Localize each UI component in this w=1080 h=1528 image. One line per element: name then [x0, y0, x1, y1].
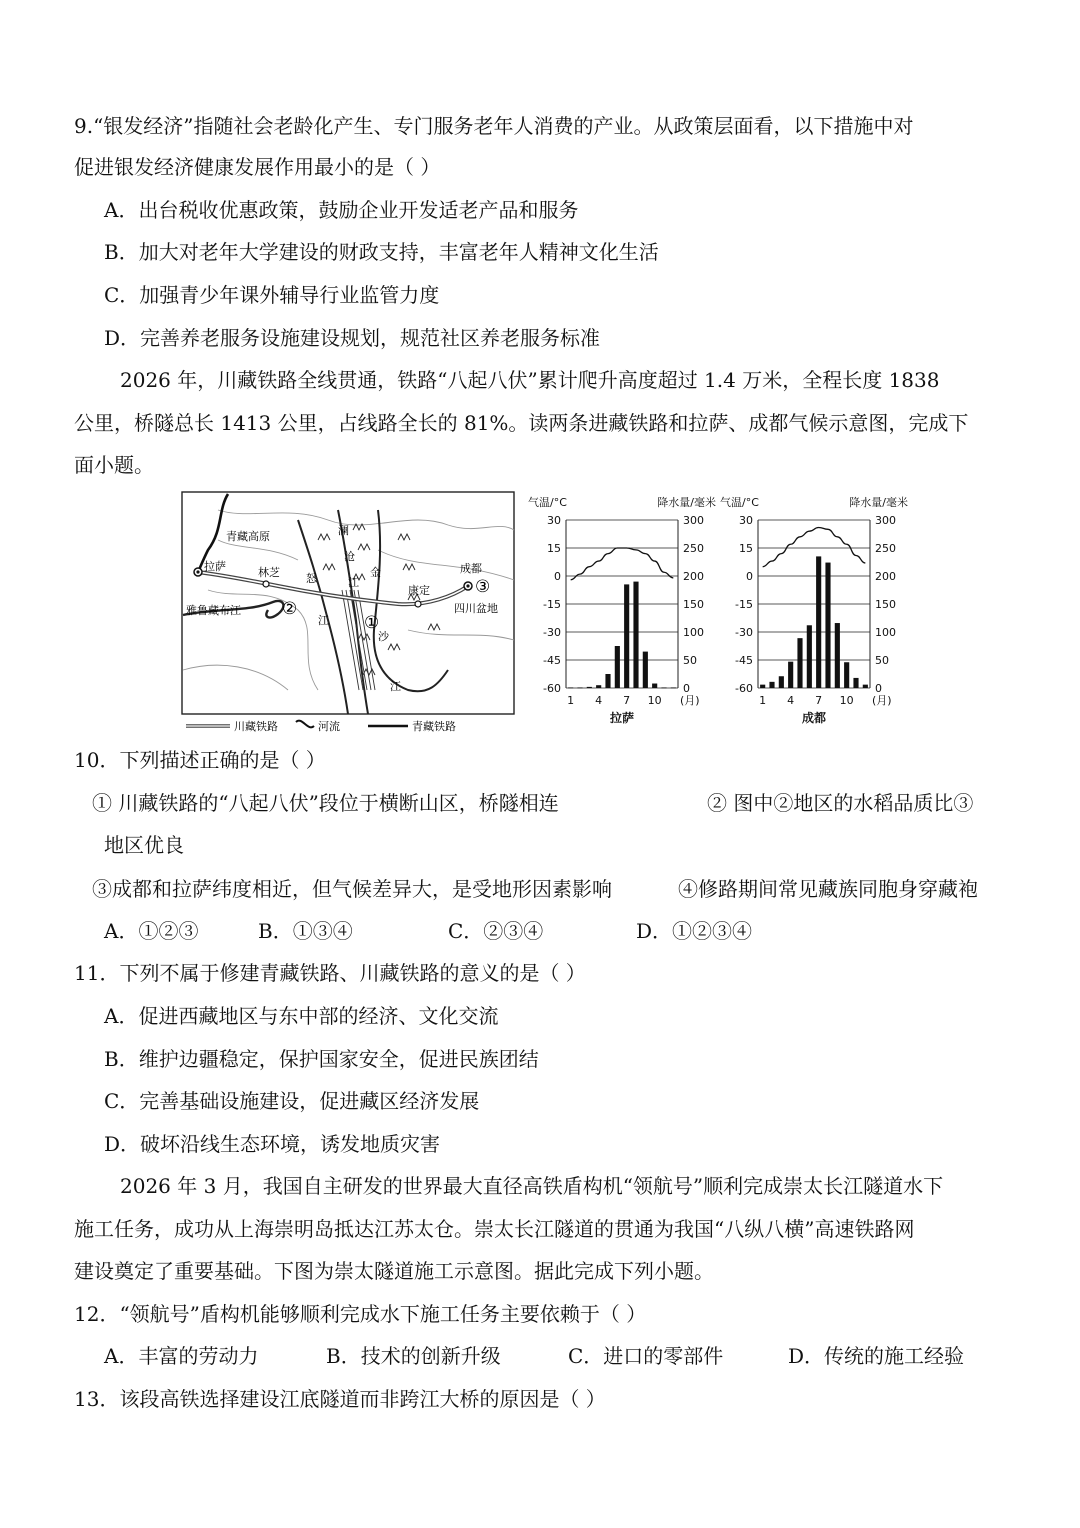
q13-stem: 13．该段高铁选择建设江底隧道而非跨江大桥的原因是（ ）	[74, 1387, 606, 1411]
precipitation-bar	[760, 685, 765, 688]
q10-item2-cont: 地区优良	[104, 833, 184, 857]
right-tick-label: 250	[683, 542, 704, 555]
x-tick-label: 4	[787, 694, 795, 707]
right-axis-title: 降水量/毫米	[657, 496, 716, 509]
right-tick-label: 150	[875, 598, 896, 611]
label-nu1: 怒	[306, 572, 317, 585]
q11-option-b: B．维护边疆稳定，保护国家安全，促进民族团结	[104, 1047, 539, 1071]
x-tick-label: 10	[647, 694, 662, 707]
x-tick-label: 1	[759, 694, 767, 707]
q11-option-a: A．促进西藏地区与东中部的经济、文化交流	[104, 1004, 499, 1028]
q10-item1: ① 川藏铁路的“八起八伏”段位于横断山区，桥隧相连	[92, 791, 559, 815]
precipitation-bar	[807, 625, 812, 688]
q12-option-a: A．丰富的劳动力	[104, 1344, 259, 1368]
temperature-line	[763, 527, 866, 566]
q11-option-c: C．完善基础设施建设，促进藏区经济发展	[104, 1089, 480, 1113]
lhasa-climate-chart	[528, 490, 718, 730]
left-tick-label: 15	[547, 542, 561, 555]
x-tick-label: 4	[595, 694, 603, 707]
label-nyingchi: 林芝	[258, 566, 280, 579]
left-tick-label: -30	[735, 626, 753, 639]
left-tick-label: 0	[554, 570, 561, 583]
x-tick-label: 10	[839, 694, 854, 707]
left-tick-label: -60	[735, 682, 753, 695]
left-tick-label: 30	[739, 514, 753, 527]
right-tick-label: 100	[875, 626, 896, 639]
q9-stem-line1: 9.“银发经济”指随社会老龄化产生、专门服务老年人消费的产业。从政策层面看，以下措施中对	[74, 114, 914, 138]
q11-option-d: D．破坏沿线生态环境，诱发地质灾害	[104, 1132, 441, 1156]
precipitation-bar	[587, 687, 592, 688]
right-tick-label: 200	[683, 570, 704, 583]
map-legend	[186, 719, 456, 733]
precipitation-bar	[797, 638, 802, 688]
precipitation-bar	[844, 662, 849, 688]
precipitation-bar	[633, 582, 638, 688]
left-tick-label: -15	[543, 598, 561, 611]
q10-options	[104, 917, 752, 945]
legend-chuanzang: 川藏铁路	[234, 720, 278, 733]
left-tick-label: 0	[746, 570, 753, 583]
right-tick-label: 50	[875, 654, 889, 667]
precipitation-bar	[661, 687, 666, 688]
precipitation-bar	[643, 652, 648, 688]
right-tick-label: 0	[683, 682, 690, 695]
x-tick-label: 1	[567, 694, 575, 707]
left-tick-label: -15	[735, 598, 753, 611]
q9-option-c: C．加强青少年课外辅导行业监管力度	[104, 283, 440, 307]
precipitation-bar	[671, 687, 676, 688]
left-tick-label: 30	[547, 514, 561, 527]
precipitation-bar	[615, 646, 620, 688]
temperature-line	[571, 548, 674, 580]
right-tick-label: 50	[683, 654, 697, 667]
chengdu-climate-chart	[720, 490, 910, 730]
left-tick-label: 15	[739, 542, 753, 555]
q12-stem: 12．“领航号”盾构机能够顺利完成水下施工任务主要依赖于（ ）	[74, 1302, 647, 1326]
x-tick-label: 7	[623, 694, 631, 707]
label-jiang-l: 江	[348, 576, 359, 589]
q12-options	[104, 1342, 964, 1370]
right-tick-label: 150	[683, 598, 704, 611]
label-kangding: 康定	[408, 584, 430, 597]
label-nu2: 江	[318, 614, 329, 627]
precipitation-bar	[853, 678, 858, 688]
precipitation-bar	[816, 556, 821, 688]
label-plateau: 青藏高原	[226, 530, 270, 543]
q9-stem-line2: 促进银发经济健康发展作用最小的是（ ）	[74, 155, 441, 179]
left-axis-title: 气温/°C	[720, 496, 759, 509]
q10-option-d: D．①②③④	[636, 919, 753, 943]
chart-title: 拉萨	[609, 711, 635, 725]
right-tick-label: 250	[875, 542, 896, 555]
precipitation-bar	[825, 563, 830, 688]
precipitation-bar	[596, 685, 601, 688]
passage1-line2: 公里，桥隧总长 1413 公里，占线路全长的 81%。读两条进藏铁路和拉萨、成都气候示意图，完成下	[74, 411, 969, 435]
precipitation-bar	[652, 684, 657, 688]
precipitation-bar	[835, 623, 840, 688]
label-jin: 金	[370, 566, 381, 579]
label-lhasa: 拉萨	[204, 560, 226, 573]
precipitation-bar	[577, 687, 582, 688]
q11-stem: 11．下列不属于修建青藏铁路、川藏铁路的意义的是（ ）	[74, 961, 586, 985]
right-tick-label: 200	[875, 570, 896, 583]
passage2-line3: 建设奠定了重要基础。下图为崇太隧道施工示意图。据此完成下列小题。	[74, 1259, 714, 1283]
right-tick-label: 300	[875, 514, 896, 527]
passage2-line1: 2026 年 3 月，我国自主研发的世界最大直径高铁盾构机“领航号”顺利完成崇太长江隧道水下	[120, 1174, 944, 1198]
label-basin: 四川盆地	[454, 602, 498, 615]
q10-option-b: B．①③④	[258, 919, 353, 943]
legend-river: 河流	[318, 720, 340, 733]
left-tick-label: -60	[543, 682, 561, 695]
passage2-line2: 施工任务，成功从上海崇明岛抵达江苏太仓。崇太长江隧道的贯通为我国“八纵八横”高速铁路网	[74, 1217, 915, 1241]
precipitation-bar	[568, 687, 573, 688]
legend-qingzang: 青藏铁路	[412, 720, 456, 733]
left-tick-label: -30	[543, 626, 561, 639]
x-tick-label: 7	[815, 694, 823, 707]
precipitation-bar	[779, 676, 784, 688]
q9-option-b: B．加大对老年大学建设的财政支持，丰富老年人精神文化生活	[104, 240, 659, 264]
q12-option-d: D．传统的施工经验	[788, 1344, 965, 1368]
label-cang: 沧	[344, 550, 355, 563]
railway-map	[178, 490, 518, 738]
x-unit-label: (月)	[680, 694, 700, 707]
label-jiang-j: 江	[390, 680, 401, 693]
kangding-marker	[415, 601, 421, 607]
q12-option-b: B．技术的创新升级	[326, 1344, 501, 1368]
label-m2: ②	[282, 599, 298, 619]
q12-option-c: C．进口的零部件	[568, 1344, 724, 1368]
passage1-line1: 2026 年，川藏铁路全线贯通，铁路“八起八伏”累计爬升高度超过 1.4 万米，全程长度 1838	[120, 368, 940, 392]
label-m3: ③	[475, 577, 491, 597]
q9-option-a: A．出台税收优惠政策，鼓励企业开发适老产品和服务	[104, 198, 579, 222]
q10-item3: ③成都和拉萨纬度相近，但气候差异大，是受地形因素影响	[92, 877, 612, 901]
left-tick-label: -45	[735, 654, 753, 667]
label-yarlung: 雅鲁藏布江	[186, 604, 241, 617]
right-tick-label: 300	[683, 514, 704, 527]
passage1-line3: 面小题。	[74, 453, 154, 477]
label-m1: ①	[364, 613, 380, 633]
precipitation-bar	[624, 584, 629, 688]
left-tick-label: -45	[543, 654, 561, 667]
precipitation-bar	[863, 685, 868, 688]
nyingchi-marker	[263, 581, 269, 587]
right-tick-label: 100	[683, 626, 704, 639]
label-lan: 澜	[338, 524, 349, 537]
q9-option-d: D．完善养老服务设施建设规划，规范社区养老服务标准	[104, 326, 601, 350]
label-chengdu: 成都	[460, 562, 482, 575]
q10-option-c: C．②③④	[448, 919, 544, 943]
q10-stem: 10．下列描述正确的是（ ）	[74, 748, 326, 772]
right-tick-label: 0	[875, 682, 882, 695]
chart-title: 成都	[801, 711, 827, 725]
right-axis-title: 降水量/毫米	[849, 496, 908, 509]
q10-option-a: A．①②③	[104, 919, 199, 943]
left-axis-title: 气温/°C	[528, 496, 567, 509]
precipitation-bar	[788, 662, 793, 688]
precipitation-bar	[769, 682, 774, 688]
q10-item4: ④修路期间常见藏族同胞身穿藏袍	[678, 877, 978, 901]
x-unit-label: (月)	[872, 694, 892, 707]
q10-item2: ② 图中②地区的水稻品质比③	[707, 791, 974, 815]
precipitation-bar	[605, 674, 610, 688]
label-sha: 沙	[378, 630, 389, 643]
